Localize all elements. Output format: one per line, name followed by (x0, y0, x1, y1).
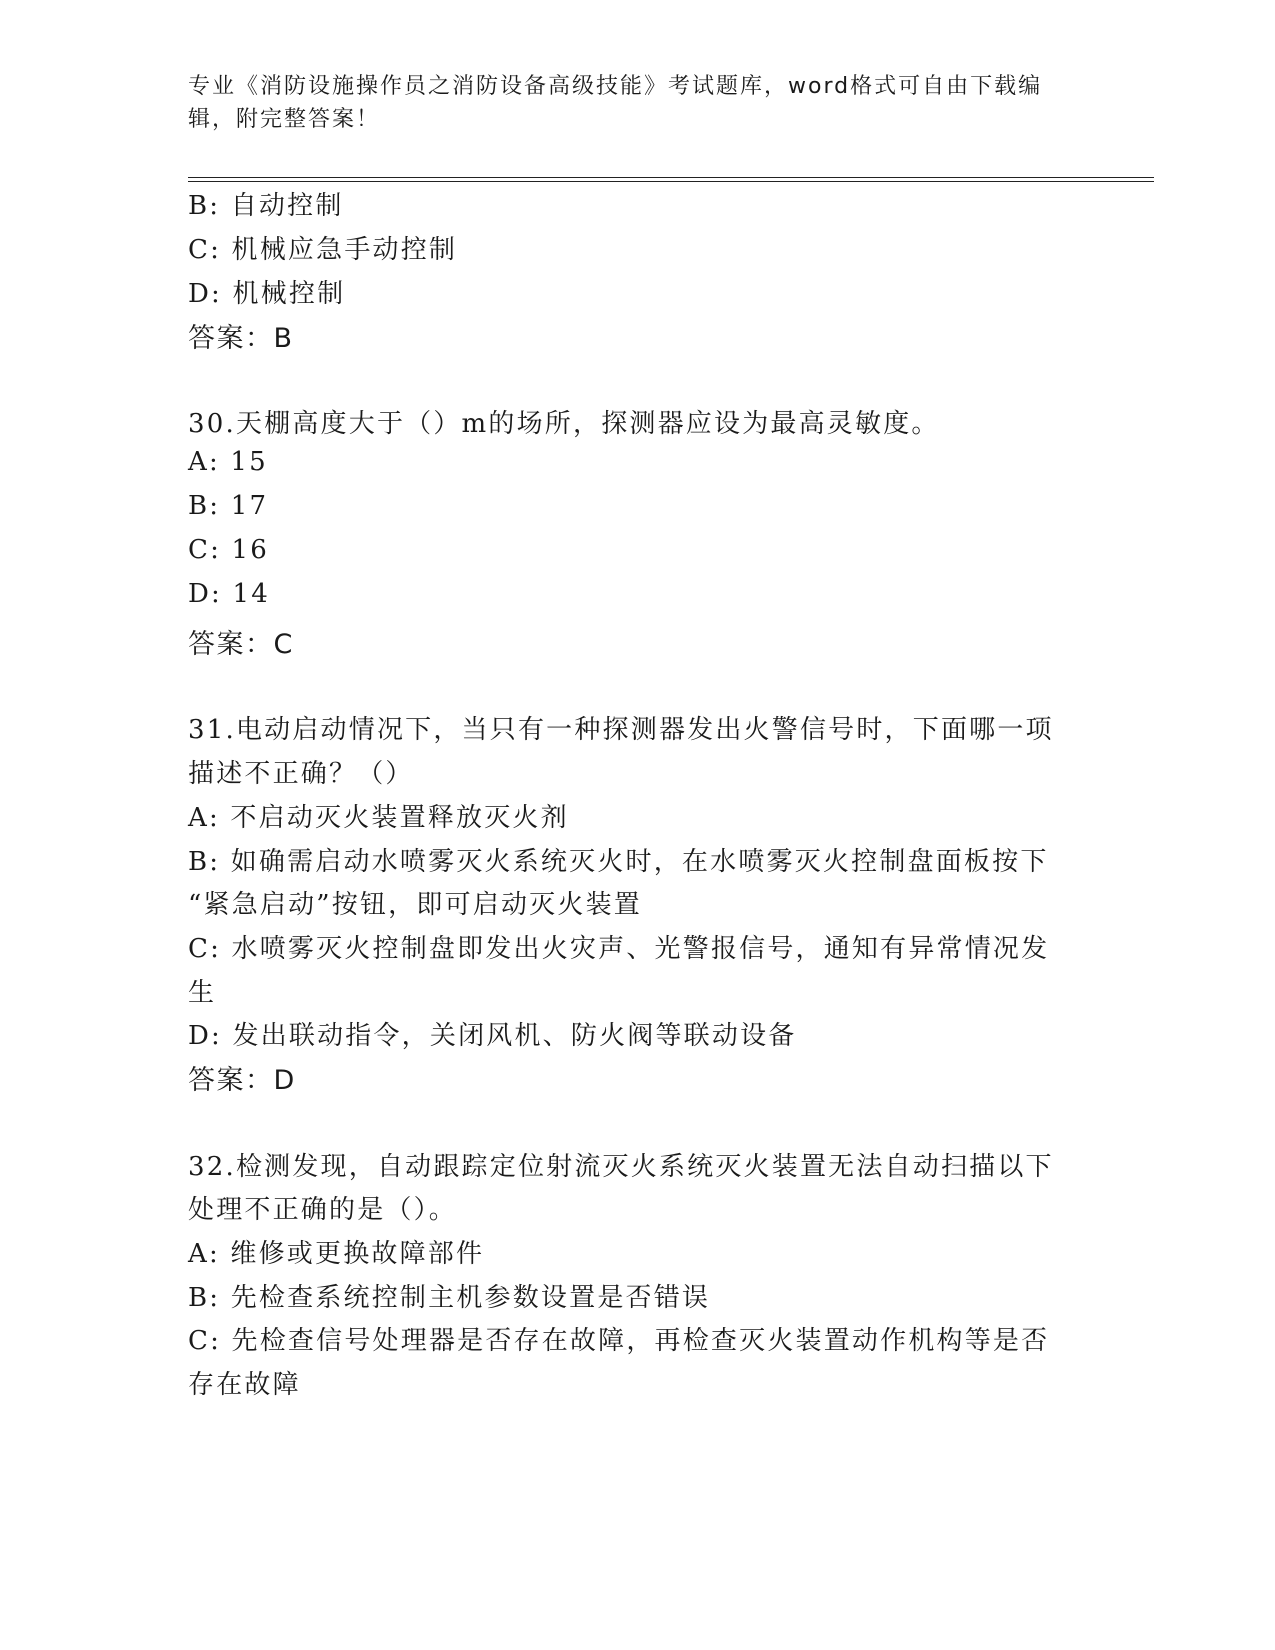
q31-stem-line2: 描述不正确？（） (188, 759, 414, 789)
q30-stem: 30.天棚高度大于（）m的场所，探测器应设为最高灵敏度。 (188, 409, 940, 439)
header-divider-line (188, 177, 1154, 178)
document-header: 专业《消防设施操作员之消防设备高级技能》考试题库，word格式可自由下载编辑，附完整答案！ (188, 74, 1043, 132)
q30-option-c: C: 16 (188, 535, 270, 565)
q32-option-b: B: 先检查系统控制主机参数设置是否错误 (188, 1283, 711, 1313)
q29-option-d: D: 机械控制 (188, 279, 346, 309)
q29-answer: 答案：B (188, 323, 294, 354)
q31-option-b-line2: “紧急启动”按钮，即可启动灭火装置 (188, 890, 642, 920)
q31-option-d: D: 发出联动指令，关闭风机、防火阀等联动设备 (188, 1021, 797, 1051)
q32-stem-line1: 32.检测发现，自动跟踪定位射流灭火系统灭火装置无法自动扫描以下 (188, 1152, 1054, 1182)
q32-option-c-line2: 存在故障 (188, 1370, 301, 1400)
q30-option-d: D: 14 (188, 579, 270, 609)
q32-option-c-line1: C: 先检查信号处理器是否存在故障，再检查灭火装置动作机构等是否 (188, 1326, 1050, 1356)
q31-option-a: A: 不启动灭火装置释放灭火剂 (188, 803, 569, 833)
q31-option-c-line2: 生 (188, 978, 217, 1008)
q30-option-b: B: 17 (188, 491, 269, 521)
q31-answer: 答案：D (188, 1065, 296, 1096)
q31-stem-line1: 31.电动启动情况下，当只有一种探测器发出火警信号时，下面哪一项 (188, 715, 1054, 745)
q29-option-c: C: 机械应急手动控制 (188, 235, 458, 265)
q31-option-b-line1: B: 如确需启动水喷雾灭火系统灭火时，在水喷雾灭火控制盘面板按下 (188, 847, 1049, 877)
q29-option-b: B: 自动控制 (188, 191, 344, 221)
q30-answer: 答案：C (188, 629, 294, 660)
header-divider-line-secondary (188, 181, 1154, 182)
q32-option-a: A: 维修或更换故障部件 (188, 1239, 485, 1269)
q30-option-a: A: 15 (188, 447, 268, 477)
q32-stem-line2: 处理不正确的是（）。 (188, 1195, 458, 1225)
q31-option-c-line1: C: 水喷雾灭火控制盘即发出火灾声、光警报信号，通知有异常情况发 (188, 934, 1050, 964)
